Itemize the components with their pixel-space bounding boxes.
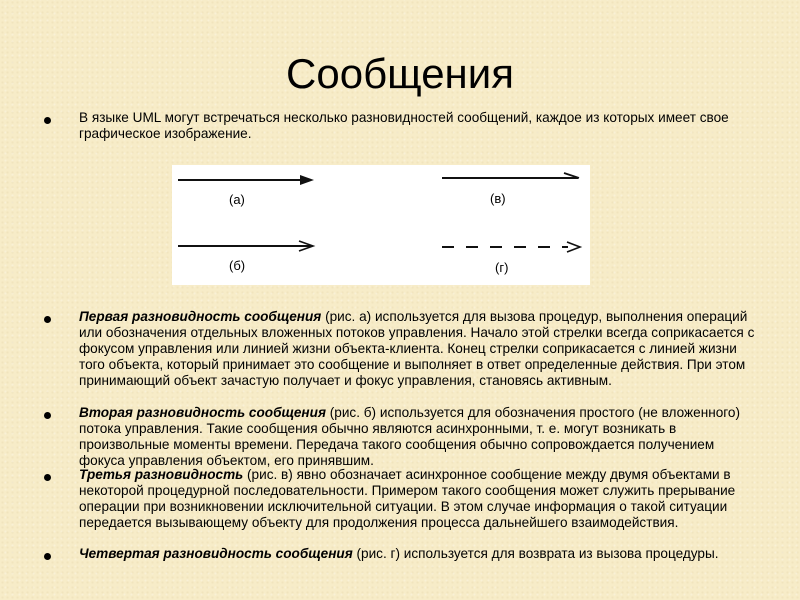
slide-title: Сообщения (286, 50, 514, 97)
bullet-lead: Вторая разновидность сообщения (79, 405, 326, 420)
figure-label-b: (б) (229, 258, 246, 273)
arrow-b-simple-flow (178, 241, 313, 251)
arrow-a-synchronous-call (178, 175, 314, 185)
bullet-item (79, 309, 759, 389)
message-types-figure (172, 165, 590, 285)
bullet-dot (44, 412, 51, 419)
intro-text: В языке UML могут встречаться несколько разновидностей сообщений, каждое из которых имеет свое графическое изображение. (79, 110, 729, 141)
bullet-item (79, 405, 759, 469)
arrow-g-return (442, 242, 580, 252)
bullet-dot (44, 553, 51, 560)
bullet-body: (рис. г) используется для возврата из вызова процедуры. (352, 546, 719, 561)
figure-label-a: (а) (229, 192, 245, 207)
bullet-body: (рис. а) используется для вызова процедур, выполнения операций или обозначения отдельных вложенных потоков управления. Начало этой стрелки всегда соприкасается с фокусом управления или линией жизни объекта-клиента. Конец стрелки соприкасается с линией жизни того объекта, который принимает это сообщение и выполняет в ответ определенные действия. При этом принимающий объект зачастую получает и фокус управления, становясь активным. (79, 309, 755, 388)
bullet-item (79, 467, 759, 531)
arrow-v-asynchronous (442, 173, 579, 178)
bullet-body: (рис. б) используется для обозначения простого (не вложенного) потока управления. Такие сообщения обычно являются асинхронными, т. е. могут возникать в произвольные моменты времени. Передача такого сообщения обычно сопровождается получением фокуса управления объектом, его принявшим. (79, 405, 741, 468)
bullet-lead: Первая разновидность сообщения (79, 309, 322, 324)
bullet-dot (44, 117, 51, 124)
bullet-lead: Четвертая разновидность сообщения (79, 546, 353, 561)
bullet-lead: Третья разновидность (79, 467, 244, 482)
bullet-item (79, 546, 759, 562)
bullet-dot (44, 474, 51, 481)
bullet-body: (рис. в) явно обозначает асинхронное сообщение между двумя объектами в некоторой процедурной последовательности. Примером такого сообщения может служить прерывание операции при возникновении исключительной ситуации. В этом случае информация о такой ситуации передается вызывающему объекту для продолжения процесса дальнейшего взаимодействия. (79, 467, 736, 530)
bullet-dot (44, 316, 51, 323)
figure-label-v: (в) (490, 191, 506, 206)
figure-label-g: (г) (495, 260, 509, 275)
